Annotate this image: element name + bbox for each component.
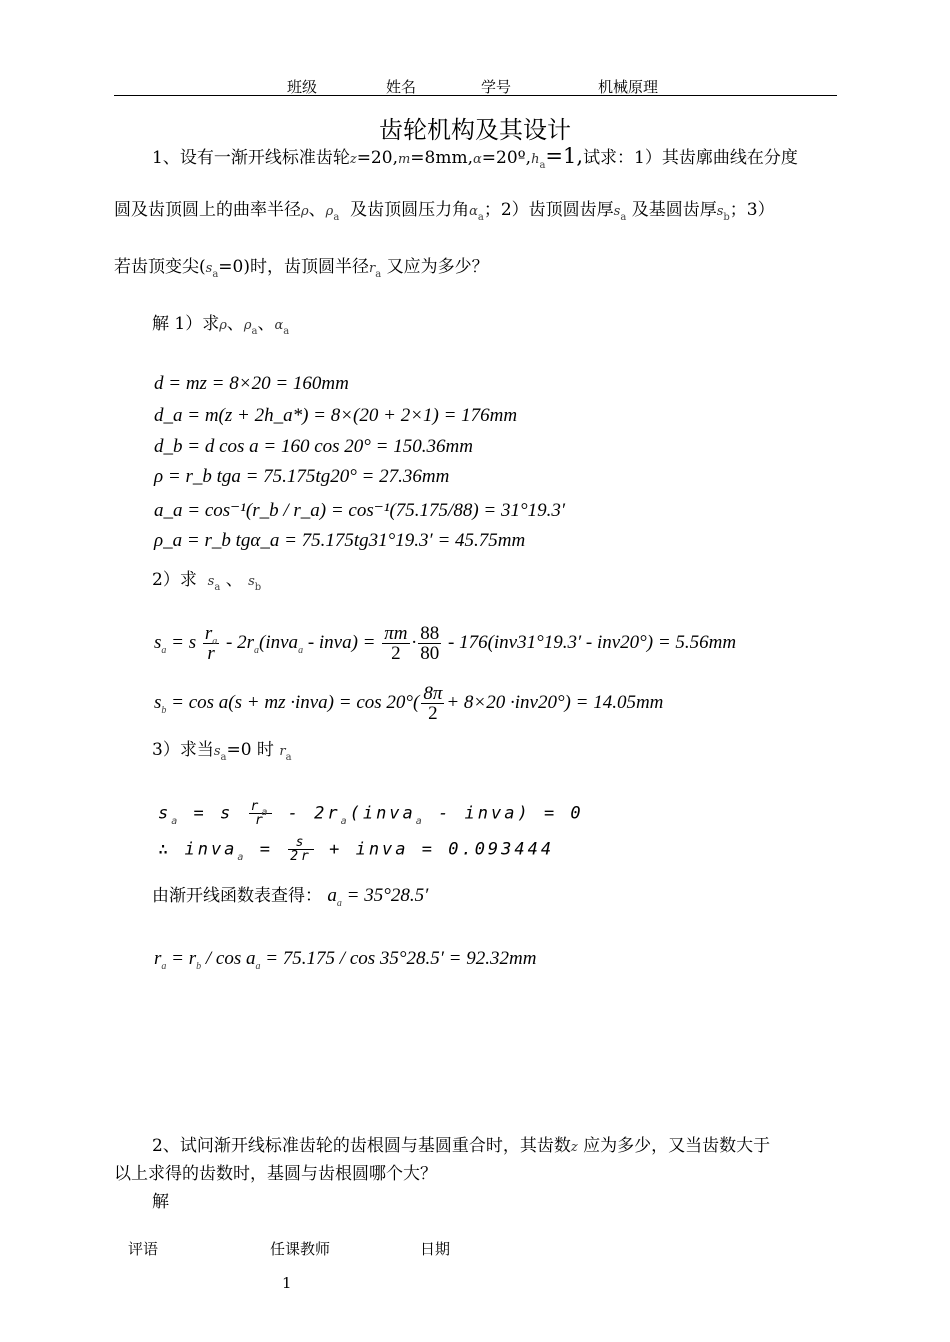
sol1-eq6: ρ_a = r_b tgα_a = 75.175tg31°19.3′ = 45.75mm	[154, 530, 526, 551]
sol1-label: 解 1）求ρ、$\rho_a$、$\alpha_a$	[152, 314, 290, 337]
header-course: 机械原理	[598, 78, 659, 96]
sol1-eq2: d_a = m(z + 2h_a*) = 8×(20 + 2×1) = 176mm	[154, 405, 518, 426]
header-id: 学号	[481, 78, 512, 96]
footer-comment: 评语	[128, 1240, 159, 1258]
sol3-final: $r_a = r_b / \cos a_a = 75.175 / \cos 35^\circ 28.5' = 92.32mm$	[154, 948, 537, 972]
frac-8pi-2: $\frac{8\pi}{2}$	[423, 683, 443, 724]
q2-answer-label: 解	[152, 1192, 169, 1212]
sol1-eq4: ρ = r_b tga = 75.175tg20° = 27.36mm	[154, 466, 450, 487]
sol3-eq2: ∴ inva$_a$ = $\frac{s}{2r}$ + inva = 0.093444	[158, 835, 555, 864]
q2-line2: 以上求得的齿数时，基圆与齿根圆哪个大？	[114, 1164, 437, 1184]
frac-ra-prime-r: $\frac{r_a}{r}$	[250, 799, 271, 828]
frac-pim-2: $\frac{\pi m}{2}$	[384, 623, 408, 664]
sol3-table-line: 由渐开线函数表查得： $a_a = 35^\circ 28.5'$	[152, 885, 429, 909]
sol1-eq3: d_b = d cos a = 160 cos 20° = 150.36mm	[154, 436, 473, 457]
q2-line1: 2、试问渐开线标准齿轮的齿根圆与基圆重合时，其齿数z 应为多少，又当齿数大于	[152, 1136, 771, 1156]
footer-date: 日期	[420, 1240, 451, 1258]
sol1-eq5: a_a = cos⁻¹(r_b / r_a) = cos⁻¹(75.175/88) = 31°19.3′	[154, 500, 565, 521]
q1-line1: 1、设有一渐开线标准齿轮$z=20,m=8mm,\alpha=20º,h_a=1$,试求：1）其齿廓曲线在分度	[152, 144, 798, 171]
frac-s-2r: $\frac{s}{2r}$	[290, 835, 312, 864]
page-number: 1	[282, 1274, 292, 1292]
sol2-eq-sb: $s_b = \cos a(s$ + mz ·inva) = cos 20°( $\frac{8\pi}{2}$ + 8×20 ·inv20°) = 14.05mm	[154, 683, 664, 724]
frac-88-80: $\frac{88}{80}$	[420, 623, 440, 664]
q1-line3: 若齿顶变尖$(s_a=0)$时，齿顶圆半径$r_a$ 又应为多少？	[114, 257, 489, 280]
sol1-eq1: d = mz = 8×20 = 160mm	[154, 373, 349, 394]
header-name: 姓名	[386, 78, 417, 96]
sol3-label: 3）求当$s_a=0$ 时 $r_a$	[152, 740, 292, 763]
frac-ra-r: $\frac{r_a}{r}$	[204, 623, 218, 664]
sol2-eq-sa: $s_a = s$ $\frac{r_a}{r}$ - $2r_a(inva_a$ - inva) = $\frac{\pi m}{2}$ · $\frac{88}{80}$ - 176(inv31°19.3′ - inv20°) = 5.56mm	[154, 623, 737, 664]
sol2-label: 2）求 $s_a$ 、 $s_b$	[152, 570, 262, 593]
sol3-eq1: $s_a = s$ $\frac{r_a}{r}$ - $2r_a(inva_a$ - inva) = 0	[158, 799, 584, 828]
page-title: 齿轮机构及其设计	[379, 116, 571, 144]
q1-line2: 圆及齿顶圆上的曲率半径ρ、$\rho_a$ 及齿顶圆压力角$\alpha_a$；2）齿顶圆齿厚$s_a$ 及基圆齿厚$s_b$；3）	[114, 200, 775, 223]
header-class: 班级	[287, 78, 318, 96]
footer-teacher: 任课教师	[270, 1240, 331, 1258]
header-rule	[114, 95, 837, 96]
